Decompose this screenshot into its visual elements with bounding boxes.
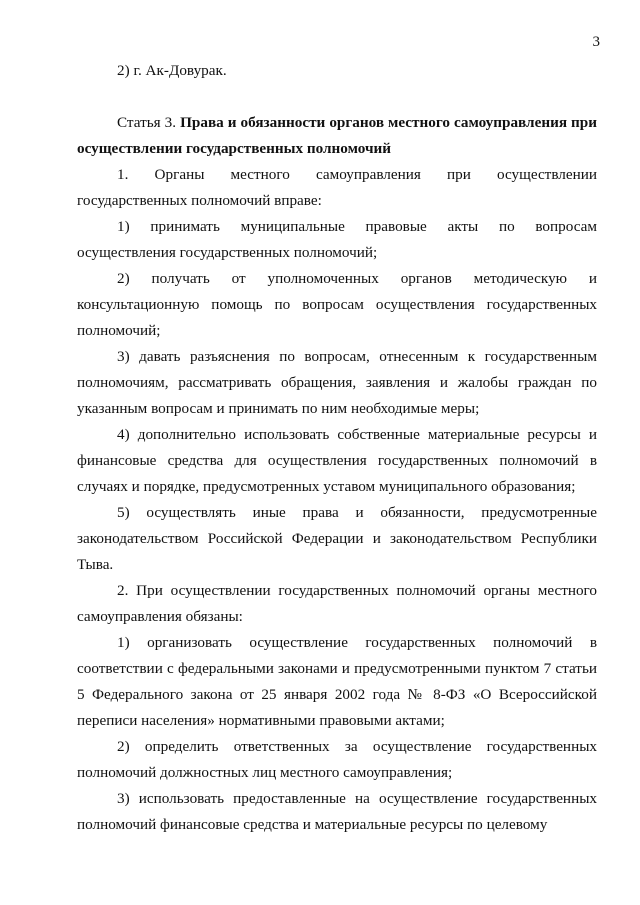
paragraph-1-item-2: 2) получать от уполномоченных органов методическую и консультационную помощь по вопросам осуществления государственных полномочий;: [77, 270, 597, 339]
paragraph-2-item-3: 3) использовать предоставленные на осуществление государственных полномочий финансовые средства и материальные ресурсы по целевому: [77, 790, 597, 833]
paragraph-1-item-5: 5) осуществлять иные права и обязанности, предусмотренные законодательством Российской Федерации и законодательством Республики Тыва.: [77, 504, 597, 573]
page-number: 3: [592, 34, 600, 50]
document-body: [77, 58, 597, 838]
paragraph-2-item-1: 1) организовать осуществление государственных полномочий в соответствии с федеральными законами и предусмотренными пунктом 7 статьи 5 Федерального закона от 25 января 2002 года № 8-ФЗ «О Всероссийской переписи населения» нормативными правовыми актами;: [77, 634, 597, 729]
paragraph-1-item-4: 4) дополнительно использовать собственные материальные ресурсы и финансовые средства для осуществления государственных полномочий в случаях и порядке, предусмотренных уставом муниципального образования;: [77, 426, 597, 495]
paragraph-2: 2. При осуществлении государственных полномочий органы местного самоуправления обязаны:: [77, 582, 597, 625]
paragraph-1-item-3: 3) давать разъяснения по вопросам, отнесенным к государственным полномочиям, рассматривать обращения, заявления и жалобы граждан по указанным вопросам и принимать по ним необходимые меры;: [77, 348, 597, 417]
list-item-ak-dovurak: 2) г. Ак-Довурак.: [117, 62, 227, 79]
article-heading: [77, 110, 597, 162]
article-title: Права и обязанности органов местного самоуправления при осуществлении государственных полномочий: [77, 114, 598, 157]
paragraph-2-item-2: 2) определить ответственных за осуществление государственных полномочий должностных лиц местного самоуправления;: [77, 738, 597, 781]
paragraph-1: 1. Органы местного самоуправления при осуществлении государственных полномочий вправе:: [77, 166, 597, 209]
article-prefix: Статья 3.: [117, 114, 181, 131]
paragraph-1-item-1: 1) принимать муниципальные правовые акты по вопросам осуществления государственных полномочий;: [77, 218, 597, 261]
